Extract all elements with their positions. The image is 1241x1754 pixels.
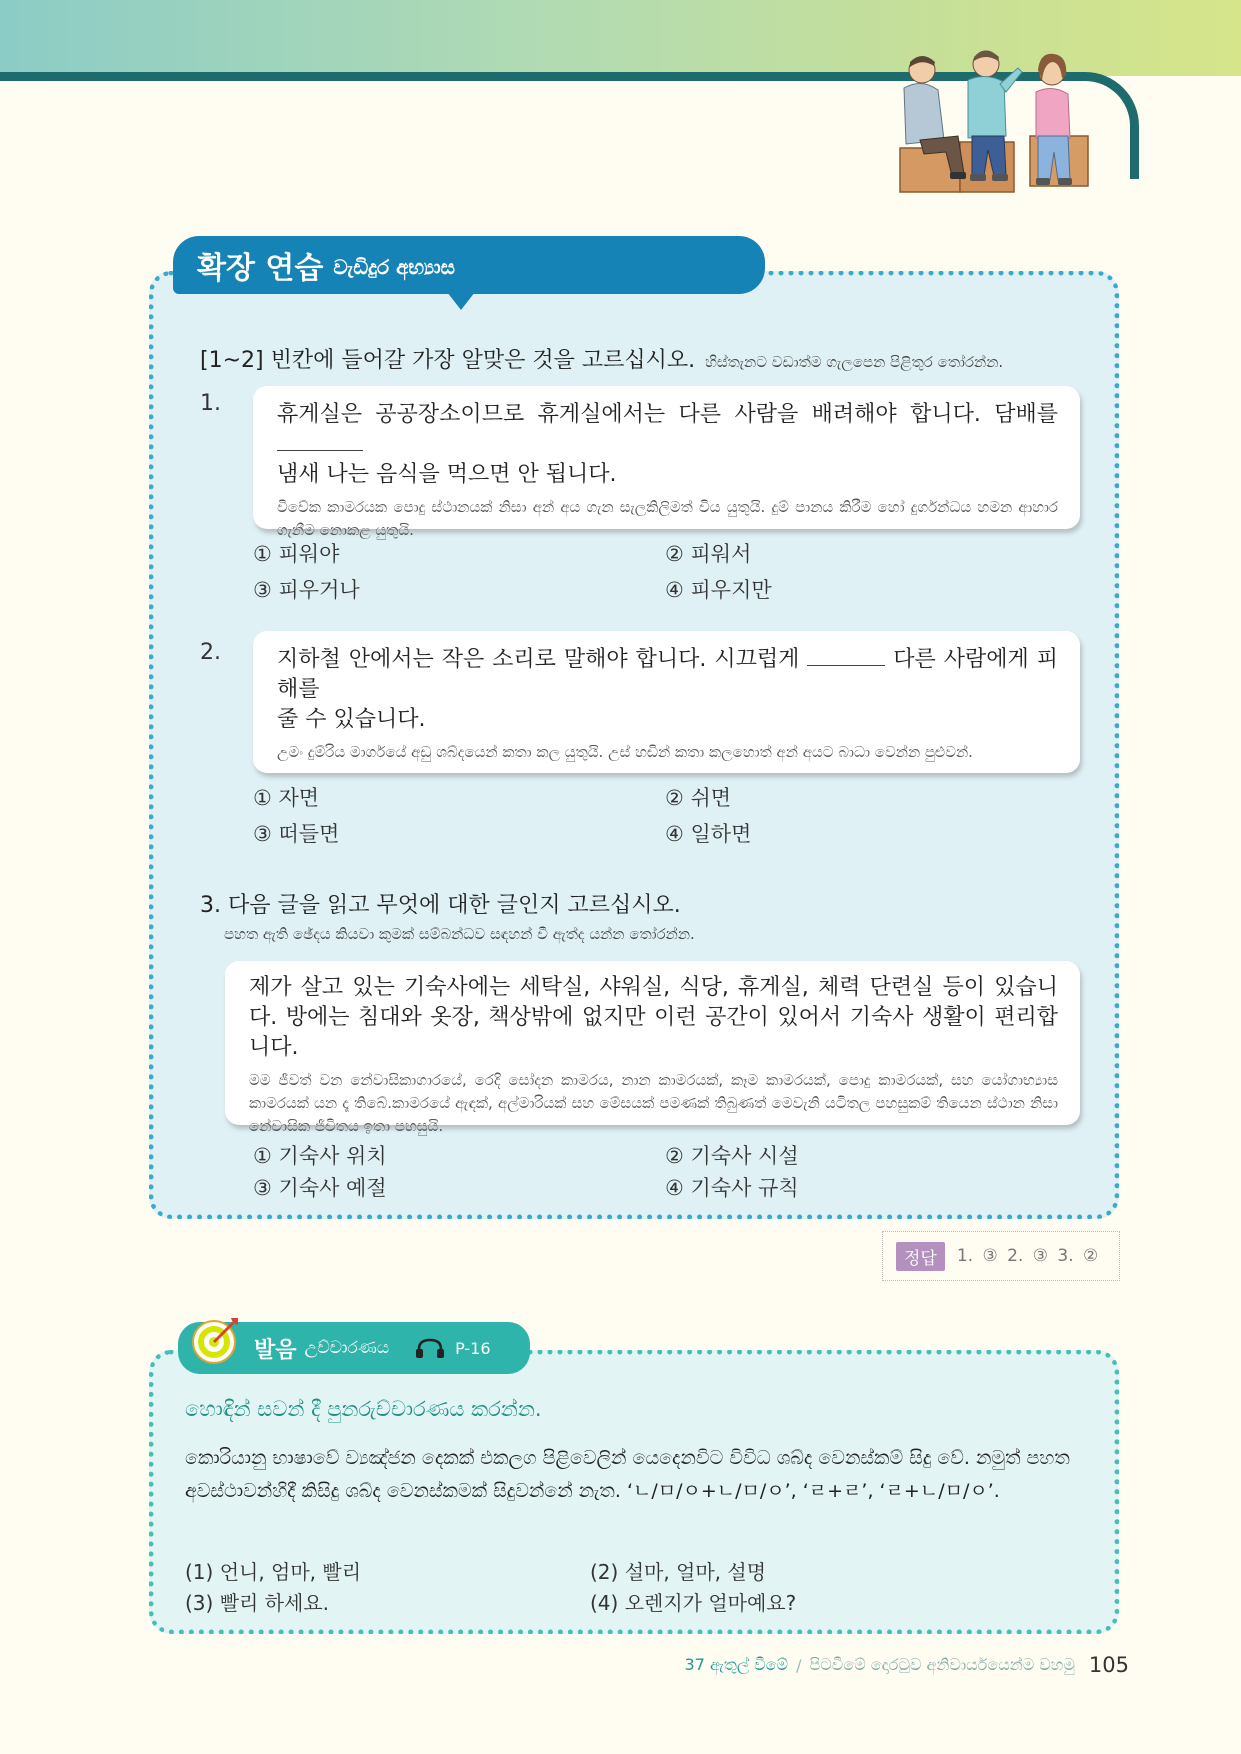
q2-text-part3: 줄 수 있습니다. [277,707,426,732]
pronunciation-title-ko: 발음 [254,1337,297,1363]
footer-subtitle: පිටවීමේ දොරටුව අනිවාර්යයෙන්ම වහමු [809,1655,1075,1674]
instruction-q1-2 [200,343,1100,374]
q1-number: 1. [200,391,221,416]
q3-option-4[interactable]: ④ 기숙사 규칙 [665,1176,799,1200]
q1-option-3[interactable]: ③ 피우거나 [253,578,360,602]
q2-text-part2: 다른 사람에게 피해를 [277,647,1058,702]
answer-key [882,1231,1120,1281]
q1-option-2[interactable]: ② 피워서 [665,542,752,566]
people-chatting-illustration [880,40,1100,200]
pronunciation-heading: හොඳින් සවන් දී පුනරුච්චාරණය කරන්න. [185,1397,542,1421]
q3-option-2[interactable]: ② 기숙사 시설 [665,1144,799,1168]
answer-label: 정답 [896,1242,945,1271]
q1-text-ko [277,400,1058,490]
q1-blank [277,450,363,451]
q3-instruction [200,888,1080,943]
practice-title-ko: 확장 연습 [197,251,324,286]
q3-text-si: මම ජීවත් වන නේවාසිකාගාරයේ, රෙදි සෝදන කාමරය, නාන කාමරයක්, කෑම කාමරයක්, පොදු කාමරයක්, සහ යෝගාභ්‍යාස කාමරයක් යන දෑ තිබේ.කාමරයේ ඇඳක්, අල්මාරියක් සහ මේසයක් පමණක් තිබුණත් මෙවැනි යටිතල පහසුකම් තියෙන ස්ථාන නිසා නේවාසික ජීවිතය ඉතා පහසුයි. [249,1071,1058,1135]
pronunciation-body: කොරියානු භාෂාවේ ව්‍යඤ්ජන දෙකක් එකලග පිළිවෙලින් යෙදෙනවිට විවිධ ශබ්ද වෙනස්කම් සිදු වේ. නමුත් පහත අවස්ථාවන්හිදී කිසිදු ශබ්ද වෙනස්කමක් සිදුවන්නේ නැත. ‘ㄴ/ㅁ/ㅇ+ㄴ/ㅁ/ㅇ’, ‘ㄹ+ㄹ’, ‘ㄹ+ㄴ/ㅁ/ㅇ’. [185,1447,1070,1502]
q3-text-ko: 제가 살고 있는 기숙사에는 세탁실, 샤워실, 식당, 휴게실, 체력 단련실 등이 있습니다. 방에는 침대와 옷장, 책상밖에 없지만 이런 공간이 있어서 기숙사 생활이 편리합니다. [249,975,1058,1060]
q2-number: 2. [200,640,221,665]
pronunciation-item-1: (1) 언니, 엄마, 빨리 [185,1560,362,1584]
q3-instruction-si: පහත ඇති ඡේදය කියවා කුමක් සම්බන්ධව සඳහන් වී ඇත්ද යන්න තෝරන්න. [224,925,695,943]
instruction-si: හිස්තැනට වඩාත්ම ගැලපෙන පිළිතුර තෝරන්න. [705,353,1004,371]
q3-option-3[interactable]: ③ 기숙사 예절 [253,1176,387,1200]
q1-text-si: විවේක කාමරයක පොදු ස්ථානයක් නිසා අන් අය ගැන සැලකිලිමත් විය යුතුයි. දුම් පානය කිරීම හෝ දුර්ගන්ධය හමන ආහාර ගැනීම නොකළ යුතුයි. [277,498,1058,539]
q2-option-2[interactable]: ② 쉬면 [665,786,732,810]
q2-option-4[interactable]: ④ 일하면 [665,822,752,846]
page-number: 105 [1088,1653,1129,1677]
answer-text: 1. ③ 2. ③ 3. ② [956,1246,1099,1266]
q1-option-1[interactable]: ① 피워야 [253,542,340,566]
pronunciation-item-3: (3) 빨리 하세요. [185,1591,330,1615]
target-icon [191,1315,241,1365]
q3-instruction-ko: 3. 다음 글을 읽고 무엇에 대한 글인지 고르십시오. [200,893,681,918]
q2-text-part1: 지하철 안에서는 작은 소리로 말해야 합니다. 시끄럽게 [277,647,800,672]
q1-card [253,386,1080,539]
footer-separator: / [796,1655,802,1675]
q2-text-si: උමං දුම්රිය මාර්ගයේ අඩු ශබ්දයෙන් කතා කල යුතුයි. උස් හඩින් කතා කලහොත් අන් අයට බාධා වෙන්න පුළුවන්. [277,743,973,761]
pronunciation-title-si: උච්චාරණය [304,1338,390,1358]
q2-text-ko [277,645,1058,735]
q3-option-1[interactable]: ① 기숙사 위치 [253,1144,387,1168]
q2-option-1[interactable]: ① 자면 [253,786,320,810]
pronunciation-item-4: (4) 오렌지가 얼마예요? [590,1591,797,1615]
q1-option-4[interactable]: ④ 피우지만 [665,578,772,602]
practice-tab-pointer [447,292,475,310]
q2-blank [807,665,885,666]
pronunciation-item-2: (2) 설마, 얼마, 설명 [590,1560,767,1584]
q1-text-part1: 휴게실은 공공장소이므로 휴게실에서는 다른 사람을 배려해야 합니다. 담배를 [277,402,1058,427]
practice-title-si: වැඩිදුර අභ්‍යාස [333,255,456,279]
q2-option-3[interactable]: ③ 떠들면 [253,822,340,846]
headphones-icon[interactable] [415,1337,445,1359]
page-footer [685,1653,1129,1677]
footer-unit: 37 ඇතුල් වීමේ [684,1655,789,1674]
audio-track-ref[interactable]: P-16 [455,1338,491,1358]
q1-text-part2: 냄새 나는 음식을 먹으면 안 됩니다. [277,462,617,487]
instruction-ko: [1~2] 빈칸에 들어갈 가장 알맞은 것을 고르십시오. [200,348,696,373]
practice-title-tab [173,236,765,294]
q2-card [253,631,1080,773]
q3-card [225,961,1080,1135]
